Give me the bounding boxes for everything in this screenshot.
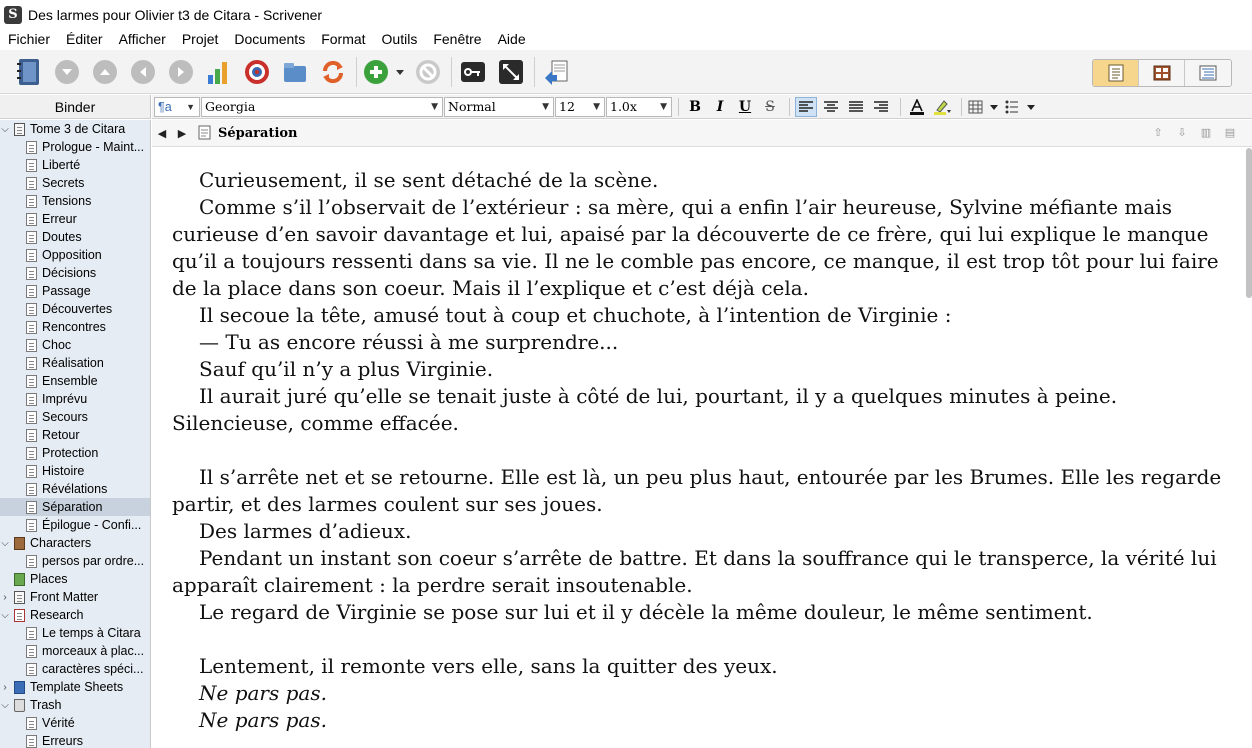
sync-button[interactable] bbox=[318, 57, 348, 87]
split-vertical-icon[interactable]: ▥ bbox=[1200, 126, 1212, 139]
move-right-button[interactable] bbox=[166, 57, 196, 87]
binder-item-label: Révélations bbox=[42, 482, 108, 496]
folder-icon bbox=[14, 591, 25, 604]
paragraph[interactable]: Comme s’il l’observait de l’extérieur : sa mère, qui a enfin l’air heureuse, Sylvine méfiante mais curieuse d’en savoir davantage et lui, apaisé par la découverte de ce frère, qui lui explique le manque qu’il a toujours ressenti dans sa vie. Il ne le comble pas encore, ce manque, il est trop tôt pour lui faire de la place dans son coeur. Mais il l’explique et c’est déjà cela. bbox=[172, 195, 1219, 300]
back-arrow-icon[interactable]: ◀ bbox=[157, 126, 167, 140]
align-justify-icon bbox=[849, 101, 863, 113]
paragraph[interactable] bbox=[172, 626, 1232, 653]
binder-item[interactable] bbox=[0, 570, 150, 588]
table-icon bbox=[968, 100, 1000, 114]
statistics-icon bbox=[205, 58, 233, 86]
binder-item[interactable] bbox=[0, 642, 150, 660]
bullet-list-icon bbox=[1005, 100, 1037, 114]
list-button[interactable] bbox=[1004, 97, 1038, 117]
binder-item-label: Réalisation bbox=[42, 356, 104, 370]
chevron-down-icon[interactable]: ⌵ bbox=[1, 123, 9, 135]
binder-item-label: Retour bbox=[42, 428, 80, 442]
tmpl-icon bbox=[14, 681, 25, 694]
paragraph[interactable]: Curieusement, il se sent détaché de la scène. bbox=[199, 168, 659, 192]
binder-item-label: Tensions bbox=[42, 194, 92, 208]
doc-icon bbox=[26, 231, 37, 244]
doc-icon bbox=[26, 267, 37, 280]
italic-button[interactable]: I bbox=[716, 98, 724, 115]
doc-icon bbox=[26, 141, 37, 154]
binder-item[interactable] bbox=[0, 714, 150, 732]
paragraph[interactable]: Lentement, il remonte vers elle, sans la quitter des yeux. bbox=[199, 654, 778, 678]
chevron-down-icon[interactable]: ⌵ bbox=[1, 537, 9, 549]
forward-arrow-icon[interactable]: ▶ bbox=[177, 126, 187, 140]
corkboard-view-button[interactable] bbox=[1139, 60, 1185, 86]
paragraph[interactable]: — Tu as encore réussi à me surprendre... bbox=[199, 330, 619, 354]
statistics-button[interactable] bbox=[204, 57, 234, 87]
align-center-icon bbox=[824, 101, 838, 113]
menu-outils[interactable]: Outils bbox=[381, 31, 418, 47]
doc-icon bbox=[26, 627, 37, 640]
line-spacing-value: 1.0x bbox=[610, 99, 637, 114]
underline-button[interactable]: U bbox=[738, 98, 752, 115]
binder-item[interactable] bbox=[0, 696, 150, 714]
binder-item[interactable] bbox=[0, 606, 150, 624]
doc-icon bbox=[26, 339, 37, 352]
binder-item-label: Le temps à Citara bbox=[42, 626, 141, 640]
view-mode-selector bbox=[1092, 59, 1232, 87]
binder-item[interactable] bbox=[0, 660, 150, 678]
doc-icon bbox=[26, 483, 37, 496]
binder-item-label: Passage bbox=[42, 284, 91, 298]
editor-scrollbar[interactable] bbox=[1246, 148, 1252, 298]
binder-item[interactable] bbox=[0, 354, 150, 372]
corkboard-view-icon bbox=[1153, 65, 1171, 81]
font-family-select[interactable] bbox=[201, 97, 443, 117]
add-icon bbox=[363, 58, 405, 86]
delete-icon bbox=[414, 58, 442, 86]
binder-item[interactable] bbox=[0, 246, 150, 264]
binder-item-label: Liberté bbox=[42, 158, 81, 172]
binder-item-label: Template Sheets bbox=[30, 680, 124, 694]
binder-item[interactable] bbox=[0, 534, 150, 552]
highlight-button[interactable] bbox=[931, 97, 953, 117]
previous-doc-icon[interactable]: ⇧ bbox=[1153, 126, 1163, 139]
binder-item[interactable] bbox=[0, 318, 150, 336]
text-color-icon bbox=[909, 99, 925, 115]
binder-item[interactable] bbox=[0, 552, 150, 570]
binder-item[interactable] bbox=[0, 282, 150, 300]
font-size-value: 12 bbox=[559, 99, 575, 114]
sync-icon bbox=[319, 58, 347, 86]
binder-item[interactable] bbox=[0, 210, 150, 228]
menu-aide[interactable]: Aide bbox=[497, 31, 526, 47]
binder-item-label: Prologue - Maint... bbox=[42, 140, 145, 154]
target-icon bbox=[243, 58, 271, 86]
fullscreen-icon bbox=[497, 58, 525, 86]
document-view-button[interactable] bbox=[1093, 60, 1139, 86]
collection-icon bbox=[281, 58, 309, 86]
paragraph[interactable]: Ne pars pas. bbox=[199, 681, 327, 705]
format-separator bbox=[789, 98, 790, 116]
toolbar-separator bbox=[534, 57, 535, 87]
toolbar-separator bbox=[356, 57, 357, 87]
binder-item-label: Erreurs bbox=[42, 734, 83, 748]
font-style-select[interactable] bbox=[444, 97, 554, 117]
menu-fenetre[interactable]: Fenêtre bbox=[433, 31, 482, 47]
table-button[interactable] bbox=[967, 97, 1001, 117]
align-left-button[interactable] bbox=[795, 97, 817, 117]
scrivener-logo-icon: S bbox=[4, 6, 22, 24]
chevron-down-icon: ▼ bbox=[593, 101, 600, 112]
document-icon bbox=[198, 125, 212, 141]
binder-item-label: Research bbox=[30, 608, 84, 622]
editor-area[interactable] bbox=[152, 148, 1252, 748]
paragraph-style-dropdown[interactable] bbox=[154, 97, 200, 117]
paragraph[interactable]: Il secoue la tête, amusé tout à coup et chuchote, à l’intention de Virginie : bbox=[199, 303, 952, 327]
binder-item-label: Imprévu bbox=[42, 392, 88, 406]
menu-projet[interactable]: Projet bbox=[181, 31, 219, 47]
paragraph[interactable]: Pendant un instant son coeur s’arrête de battre. Et dans la souffrance qui le transperce, la vérité lui apparaît clairement : la perdre serait insoutenable. bbox=[172, 546, 1217, 597]
paragraph[interactable]: Il s’arrête net et se retourne. Elle est là, un peu plus haut, entourée par les Brumes. Elle les regarde partir, et des larmes coulent sur ses joues. bbox=[172, 465, 1222, 516]
keywords-icon bbox=[459, 58, 487, 86]
chevron-down-icon: ▼ bbox=[542, 101, 549, 112]
binder-item-label: Décisions bbox=[42, 266, 97, 280]
binder-panel[interactable] bbox=[0, 120, 151, 748]
toolbar-separator bbox=[451, 57, 452, 87]
collections-button[interactable] bbox=[280, 57, 310, 87]
binder-item[interactable] bbox=[0, 120, 150, 138]
binder-item-label: Épilogue - Confi... bbox=[42, 518, 142, 532]
doc-icon bbox=[26, 411, 37, 424]
binder-item-label: Erreur bbox=[42, 212, 77, 226]
doc-icon bbox=[26, 519, 37, 532]
doc-icon bbox=[26, 465, 37, 478]
doc-icon bbox=[26, 735, 37, 748]
binder-item-label: morceaux à plac... bbox=[42, 644, 145, 658]
binder-item-label: Vérité bbox=[42, 716, 75, 730]
binder-item[interactable] bbox=[0, 138, 150, 156]
binder-item-label: Places bbox=[30, 572, 68, 586]
binder-item-label: Rencontres bbox=[42, 320, 106, 334]
chevron-down-icon: ▼ bbox=[660, 101, 667, 112]
header-controls bbox=[1146, 126, 1242, 139]
chevron-down-icon[interactable]: ⌵ bbox=[1, 699, 9, 711]
binder-item-label: persos par ordre... bbox=[42, 554, 145, 568]
doc-icon bbox=[26, 249, 37, 262]
bold-button[interactable]: B bbox=[689, 98, 701, 115]
char-icon bbox=[14, 537, 25, 550]
doc-icon bbox=[26, 303, 37, 316]
doc-icon bbox=[26, 213, 37, 226]
align-right-button[interactable] bbox=[870, 97, 892, 117]
move-up-icon bbox=[91, 58, 119, 86]
binder-item-label: Opposition bbox=[42, 248, 102, 262]
binder-item-label: Trash bbox=[30, 698, 62, 712]
keywords-button[interactable] bbox=[458, 57, 488, 87]
font-family-value: Georgia bbox=[205, 99, 256, 114]
binder-item-label: Choc bbox=[42, 338, 72, 352]
binder-item[interactable] bbox=[0, 480, 150, 498]
chevron-down-icon: ▼ bbox=[186, 101, 195, 112]
format-separator bbox=[678, 98, 679, 116]
binder-header: Binder bbox=[0, 95, 151, 119]
delete-button[interactable] bbox=[413, 57, 443, 87]
align-center-button[interactable] bbox=[820, 97, 842, 117]
targets-button[interactable] bbox=[242, 57, 272, 87]
move-left-button[interactable] bbox=[128, 57, 158, 87]
doc-icon bbox=[26, 447, 37, 460]
binder-item-label: Secrets bbox=[42, 176, 85, 190]
binder-item[interactable] bbox=[0, 372, 150, 390]
line-spacing-select[interactable] bbox=[606, 97, 672, 117]
binder-item[interactable] bbox=[0, 732, 150, 748]
paragraph[interactable]: Sauf qu’il n’y a plus Virginie. bbox=[199, 357, 494, 381]
paragraph[interactable]: Il aurait juré qu’elle se tenait juste à côté de lui, pourtant, il y a quelques minutes à peine. Silencieuse, comme effacée. bbox=[172, 384, 1118, 435]
paragraph[interactable]: Des larmes d’adieux. bbox=[199, 519, 412, 543]
outline-view-button[interactable] bbox=[1185, 60, 1231, 86]
doc-icon bbox=[26, 195, 37, 208]
binder-item[interactable] bbox=[0, 156, 150, 174]
menu-fichier[interactable]: Fichier bbox=[8, 31, 51, 47]
binder-toggle-button[interactable] bbox=[14, 57, 44, 87]
paragraph[interactable]: Le regard de Virginie se pose sur lui et il y décèle la même douleur, le même sentiment. bbox=[199, 600, 1093, 624]
binder-item-label: Ensemble bbox=[42, 374, 98, 388]
binder-item-label: Characters bbox=[30, 536, 92, 550]
binder-item[interactable] bbox=[0, 228, 150, 246]
strikethrough-button[interactable]: S bbox=[765, 98, 775, 115]
binder-item[interactable] bbox=[0, 336, 150, 354]
binder-item-label: Séparation bbox=[42, 500, 103, 514]
doc-icon bbox=[26, 429, 37, 442]
split-horizontal-icon[interactable]: ▤ bbox=[1224, 126, 1236, 139]
binder-item[interactable] bbox=[0, 516, 150, 534]
highlighter-icon bbox=[933, 99, 951, 115]
text-color-button[interactable] bbox=[906, 97, 928, 117]
menu-afficher[interactable]: Afficher bbox=[118, 31, 166, 47]
binder-item[interactable] bbox=[0, 192, 150, 210]
paragraph-style-icon: ¶a bbox=[158, 99, 172, 114]
binder-item-label: Découvertes bbox=[42, 302, 113, 316]
binder-item[interactable] bbox=[0, 300, 150, 318]
binder-item-label: Secours bbox=[42, 410, 88, 424]
move-down-icon bbox=[53, 58, 81, 86]
doc-icon bbox=[26, 393, 37, 406]
binder-item-label: Front Matter bbox=[30, 590, 99, 604]
doc-icon bbox=[26, 285, 37, 298]
binder-item-label: Doutes bbox=[42, 230, 82, 244]
align-right-icon bbox=[874, 101, 888, 113]
add-button[interactable] bbox=[363, 57, 405, 87]
menu-bar bbox=[0, 29, 1252, 49]
doc-icon bbox=[26, 177, 37, 190]
folder-icon bbox=[14, 123, 25, 136]
binder-item[interactable] bbox=[0, 390, 150, 408]
binder-item[interactable] bbox=[0, 678, 150, 696]
binder-item[interactable] bbox=[0, 624, 150, 642]
move-down-button[interactable] bbox=[52, 57, 82, 87]
snapshot-button[interactable] bbox=[541, 57, 571, 87]
doc-icon bbox=[26, 357, 37, 370]
snapshot-icon bbox=[542, 58, 570, 86]
align-left-icon bbox=[799, 101, 813, 113]
binder-item[interactable] bbox=[0, 264, 150, 282]
doc-icon bbox=[26, 645, 37, 658]
binder-item-label: Tome 3 de Citara bbox=[30, 122, 126, 136]
doc-icon bbox=[26, 321, 37, 334]
editor-header bbox=[152, 120, 1252, 147]
doc-icon bbox=[26, 375, 37, 388]
outline-view-icon bbox=[1199, 65, 1217, 81]
main-toolbar bbox=[0, 50, 1252, 94]
binder-item[interactable] bbox=[0, 174, 150, 192]
move-right-icon bbox=[167, 58, 195, 86]
doc-icon bbox=[26, 555, 37, 568]
align-justify-button[interactable] bbox=[845, 97, 867, 117]
document-text[interactable] bbox=[172, 167, 1232, 734]
binder-item[interactable] bbox=[0, 498, 150, 516]
trash-icon bbox=[14, 699, 25, 712]
menu-documents[interactable]: Documents bbox=[234, 31, 306, 47]
doc-icon bbox=[26, 159, 37, 172]
binder-item-label: caractères spéci... bbox=[42, 662, 144, 676]
document-title: Séparation bbox=[218, 125, 298, 141]
fullscreen-button[interactable] bbox=[496, 57, 526, 87]
format-separator bbox=[961, 98, 962, 116]
document-view-icon bbox=[1108, 64, 1124, 82]
chevron-down-icon: ▼ bbox=[431, 101, 438, 112]
research-icon bbox=[14, 609, 25, 622]
binder-item[interactable] bbox=[0, 444, 150, 462]
menu-editer[interactable]: Éditer bbox=[66, 31, 103, 47]
binder-item[interactable] bbox=[0, 588, 150, 606]
window-title: Des larmes pour Olivier t3 de Citara - Scrivener bbox=[28, 6, 323, 23]
menu-format[interactable]: Format bbox=[321, 31, 366, 47]
binder-item-label: Histoire bbox=[42, 464, 85, 478]
binder-item-label: Protection bbox=[42, 446, 99, 460]
paragraph[interactable]: Ne pars pas. bbox=[199, 708, 327, 732]
chevron-down-icon[interactable]: ⌵ bbox=[1, 609, 9, 621]
format-bar bbox=[152, 95, 1252, 119]
chevron-right-icon[interactable]: › bbox=[3, 681, 7, 693]
format-separator bbox=[900, 98, 901, 116]
chevron-right-icon[interactable]: › bbox=[3, 591, 7, 603]
doc-icon bbox=[26, 501, 37, 514]
places-icon bbox=[14, 573, 25, 586]
binder-item[interactable] bbox=[0, 462, 150, 480]
binder-icon bbox=[15, 57, 43, 87]
next-doc-icon[interactable]: ⇩ bbox=[1177, 126, 1187, 139]
binder-item[interactable] bbox=[0, 408, 150, 426]
doc-icon bbox=[26, 717, 37, 730]
binder-item[interactable] bbox=[0, 426, 150, 444]
move-up-button[interactable] bbox=[90, 57, 120, 87]
paragraph[interactable] bbox=[172, 437, 1232, 464]
move-left-icon bbox=[129, 58, 157, 86]
title-bar bbox=[0, 0, 1252, 29]
font-size-select[interactable] bbox=[555, 97, 605, 117]
font-style-value: Normal bbox=[448, 99, 496, 114]
doc-icon bbox=[26, 663, 37, 676]
